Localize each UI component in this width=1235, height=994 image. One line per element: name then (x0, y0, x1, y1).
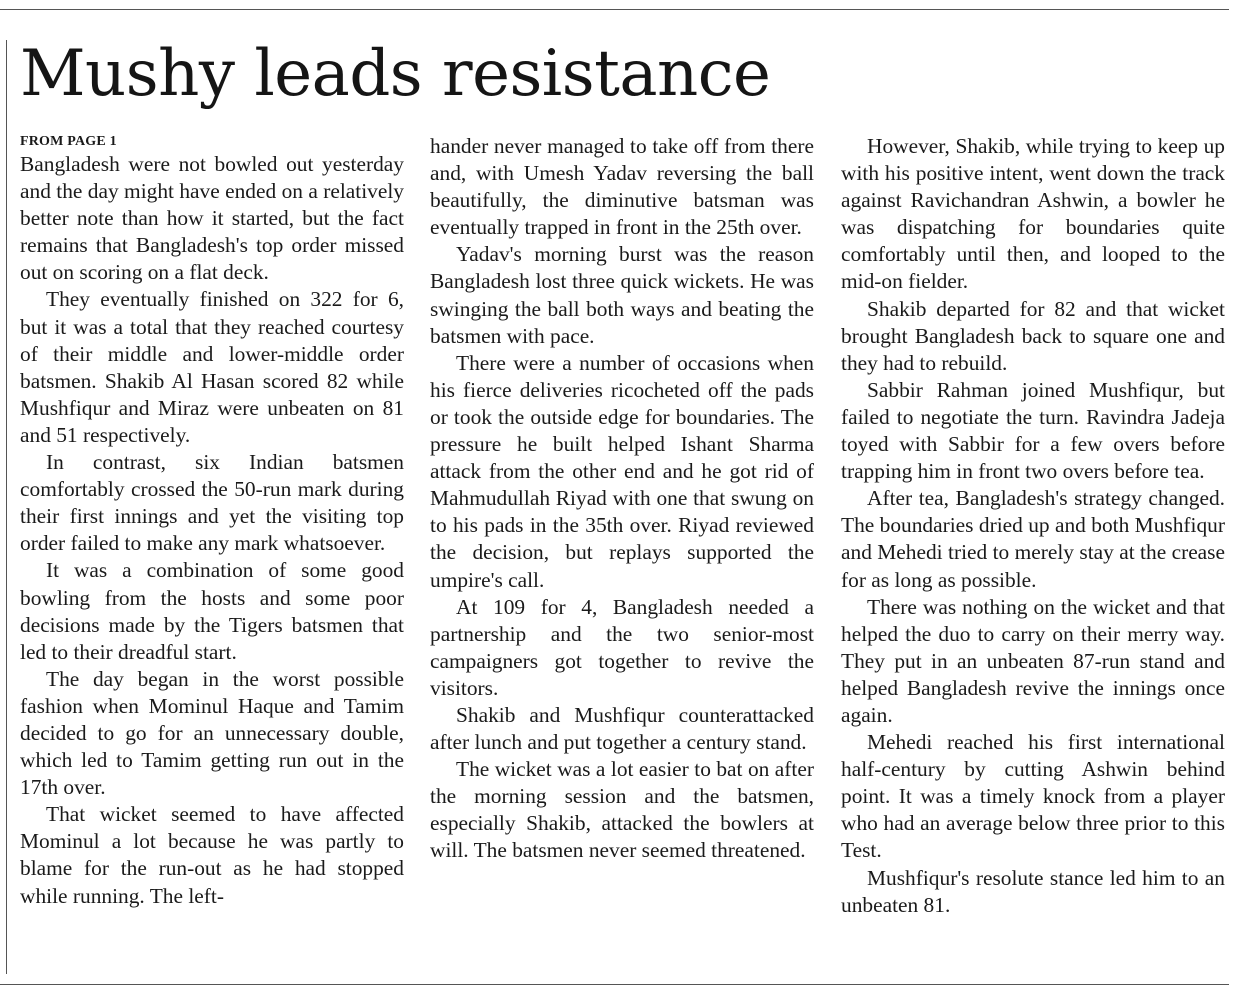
paragraph: The day began in the worst possible fashion when Mominul Haque and Tamim decided to go for an unnecessary double, which led to Tamim getting run out in the 17th over. (20, 666, 404, 800)
paragraph: After tea, Bangladesh's strategy changed. The boundaries dried up and both Mushfiqur and Mehedi tried to merely stay at the crease for as long as possible. (841, 486, 1225, 592)
paragraph: They eventually finished on 322 for 6, but it was a total that they reached courtesy of their middle and lower-middle order batsmen. Shakib Al Hasan scored 82 while Mushfiqur and Miraz were unbeaten on 81 and 51 respectively. (20, 287, 404, 447)
dateline: FROM PAGE 1 (20, 134, 117, 149)
paragraph: In contrast, six Indian batsmen comfortably crossed the 50-run mark during their first innings and yet the visiting top order failed to make any mark whatsoever. (20, 450, 404, 556)
paragraph: There was nothing on the wicket and that helped the duo to carry on their merry way. They put in an unbeaten 87-run stand and helped Bangladesh revive the innings once again. (841, 594, 1225, 727)
left-rule (6, 40, 7, 974)
bottom-rule (0, 984, 1229, 985)
paragraph: Mushfiqur's resolute stance led him to an unbeaten 81. (841, 865, 1225, 917)
paragraph: Mehedi reached his first international half-century by cutting Ashwin behind point. It was a timely knock from a player who had an average below three prior to this Test. (841, 730, 1225, 863)
paragraph: Shakib departed for 82 and that wicket brought Bangladesh back to square one and they had to rebuild. (841, 296, 1225, 375)
paragraph: The wicket was a lot easier to bat on after the morning session and the batsmen, especially Shakib, attacked the bowlers at will. The batsmen never seemed threatened. (430, 757, 814, 863)
paragraph: There were a number of occasions when his fierce deliveries ricocheted off the pads or took the outside edge for boundaries. The pressure he built helped Ishant Sharma attack from the other end and he got rid of Mahmudullah Riyad with one that swung on to his pads in the 35th over. Riyad reviewed the decision, but replays supported the umpire's call. (430, 350, 814, 592)
article-column-2 (430, 133, 814, 865)
paragraph: However, Shakib, while trying to keep up with his positive intent, went down the track against Ravichandran Ashwin, a bowler he was dispatching for boundaries quite comfortably until then, and looped to the mid-on fielder. (841, 134, 1225, 294)
paragraph: That wicket seemed to have affected Mominul a lot because he was partly to blame for the run-out as he had stopped while running. The left- (20, 802, 404, 908)
paragraph: Shakib and Mushfiqur counterattacked after lunch and put together a century stand. (430, 702, 814, 755)
paragraph: hander never managed to take off from there and, with Umesh Yadav reversing the ball beautifully, the diminutive batsman was eventually trapped in front in the 25th over. (430, 134, 814, 240)
top-rule (0, 9, 1229, 10)
article-column-3 (841, 133, 1225, 919)
paragraph: Yadav's morning burst was the reason Bangladesh lost three quick wickets. He was swinging the ball both ways and beating the batsmen with pace. (430, 242, 814, 348)
headline: Mushy leads resistance (20, 37, 771, 111)
paragraph: Sabbir Rahman joined Mushfiqur, but failed to negotiate the turn. Ravindra Jadeja toyed with Sabbir for a few overs before trapping him in front two overs before tea. (841, 377, 1225, 484)
paragraph: It was a combination of some good bowling from the hosts and some poor decisions made by the Tigers batsmen that led to their dreadful start. (20, 558, 404, 664)
paragraph: Bangladesh were not bowled out yesterday and the day might have ended on a relatively better note than how it started, but the fact remains that Bangladesh's top order missed out on scoring on a flat deck. (20, 152, 404, 285)
article-column-1 (20, 133, 404, 910)
paragraph: At 109 for 4, Bangladesh needed a partnership and the two senior-most campaigners got together to revive the visitors. (430, 594, 814, 700)
